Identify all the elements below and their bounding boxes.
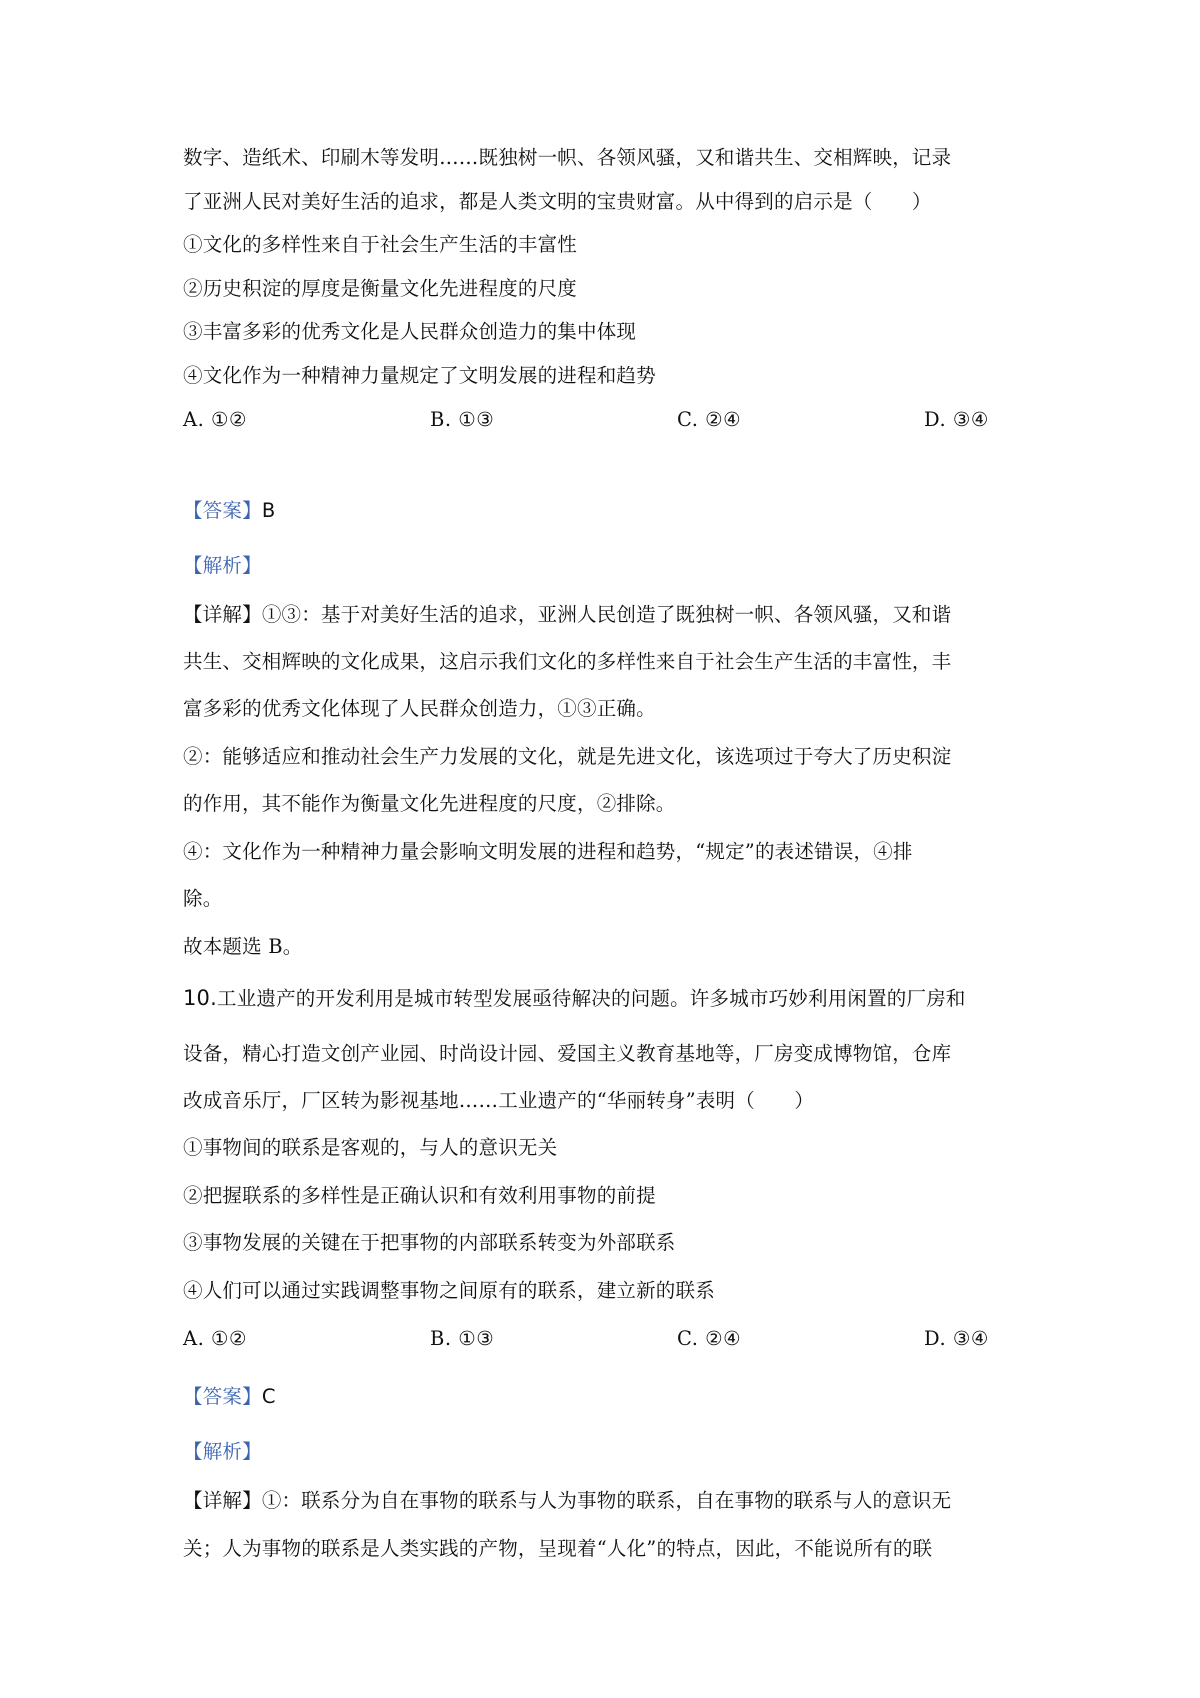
question-10-stem-text: 工业遗产的开发利用是城市转型发展亟待解决的问题。许多城市巧妙利用闲置的厂房和 [217,987,966,1010]
question-9-detail-line-5: 的作用，其不能作为衡量文化先进程度的尺度，②排除。 [183,792,676,815]
question-9-detail-line-2: 共生、交相辉映的文化成果，这启示我们文化的多样性来自于社会生产生活的丰富性，丰 [183,650,952,673]
question-9-detail-line-4: ②：能够适应和推动社会生产力发展的文化，就是先进文化，该选项过于夸大了历史积淀 [183,745,952,768]
question-9-option-c: C. ②④ [677,408,742,431]
question-10-statement-2: ②把握联系的多样性是正确认识和有效利用事物的前提 [183,1184,656,1207]
question-9-stem-line-2: 了亚洲人民对美好生活的追求，都是人类文明的宝贵财富。从中得到的启示是（ ） [183,190,932,213]
question-10-stem-line-1 [183,984,1033,1013]
question-10-answer [183,1383,1033,1411]
answer-label: 【答案】 [183,499,262,522]
question-9-statement-4: ④文化作为一种精神力量规定了文明发展的进程和趋势 [183,364,656,387]
detail-text: ①：联系分为自在事物的联系与人为事物的联系，自在事物的联系与人的意识无 [261,1489,952,1512]
question-9-conclusion: 故本题选 B。 [183,935,303,958]
question-10-statement-3: ③事物发展的关键在于把事物的内部联系转变为外部联系 [183,1231,676,1254]
question-10-stem-line-3: 改成音乐厅，厂区转为影视基地……工业遗产的“华丽转身”表明（ ） [183,1089,815,1112]
question-9-statement-3: ③丰富多彩的优秀文化是人民群众创造力的集中体现 [183,320,637,343]
question-9-statement-2: ②历史积淀的厚度是衡量文化先进程度的尺度 [183,277,578,300]
question-9-stem-line-1: 数字、造纸术、印刷木等发明……既独树一帜、各领风骚，又和谐共生、交相辉映，记录 [183,146,952,169]
question-9-option-d: D. ③④ [924,408,989,431]
question-10-option-a: A. ①② [183,1327,247,1350]
question-9-detail-line-1 [183,601,1033,629]
question-10-statement-4: ④人们可以通过实践调整事物之间原有的联系，建立新的联系 [183,1279,715,1302]
question-9-detail-line-6: ④：文化作为一种精神力量会影响文明发展的进程和趋势，“规定”的表述错误，④排 [183,840,913,863]
detail-label: 【详解】 [183,603,262,626]
question-10-detail-line-1 [183,1487,1033,1515]
detail-text: ①③：基于对美好生活的追求，亚洲人民创造了既独树一帜、各领风骚，又和谐 [261,603,952,626]
question-10-stem-line-2: 设备，精心打造文创产业园、时尚设计园、爱国主义教育基地等，厂房变成博物馆，仓库 [183,1042,952,1065]
question-10-statement-1: ①事物间的联系是客观的，与人的意识无关 [183,1136,558,1159]
question-9-statement-1: ①文化的多样性来自于社会生产生活的丰富性 [183,233,578,256]
question-number: 10. [183,986,217,1010]
detail-label: 【详解】 [183,1489,262,1512]
question-9-analysis-label: 【解析】 [183,554,262,577]
answer-value: C [261,1385,276,1408]
question-9-option-b: B. ①③ [430,408,495,431]
answer-value: B [261,499,276,522]
answer-label: 【答案】 [183,1385,262,1408]
question-10-analysis-label: 【解析】 [183,1440,262,1463]
question-10-option-c: C. ②④ [677,1327,742,1350]
question-10-detail-line-2: 关；人为事物的联系是人类实践的产物，呈现着“人化”的特点，因此，不能说所有的联 [183,1537,933,1560]
question-10-option-b: B. ①③ [430,1327,495,1350]
question-9-detail-line-3: 富多彩的优秀文化体现了人民群众创造力，①③正确。 [183,697,656,720]
question-9-answer [183,497,1033,525]
question-9-detail-line-7: 除。 [183,887,223,910]
question-10-option-d: D. ③④ [924,1327,989,1350]
question-9-option-a: A. ①② [183,408,247,431]
